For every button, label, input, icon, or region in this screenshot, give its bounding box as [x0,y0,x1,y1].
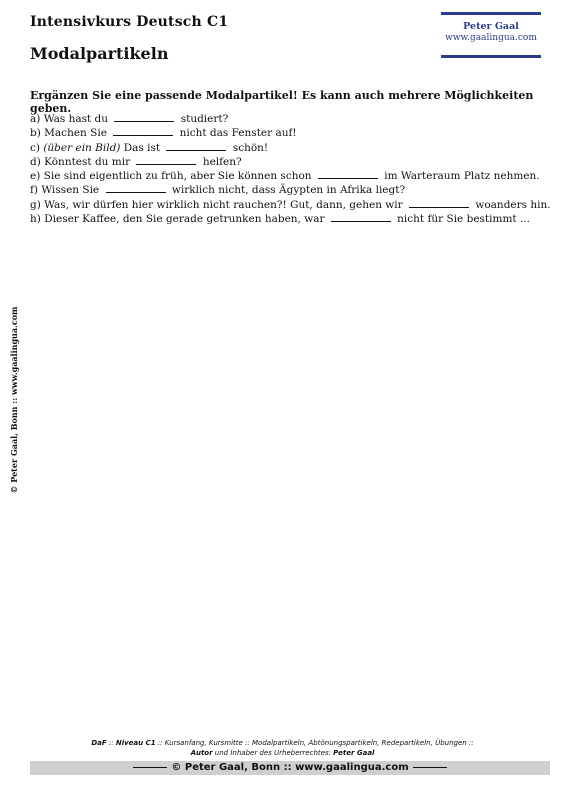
side-copyright: © Peter Gaal, Bonn :: www.gaalingua.com [9,306,19,494]
brand-name: Peter Gaal [463,21,519,32]
footer-autor: Autor [190,749,213,757]
exercise-label: f) [30,184,38,197]
exercise-text-after: woanders hin. [475,198,551,211]
exercise-text-before: Wissen Sie [41,184,100,197]
course-title: Intensivkurs Deutsch C1 [30,14,229,30]
exercise-text-after: nicht für Sie bestimmt ... [397,213,530,226]
exercise-label: e) [30,170,41,183]
answer-blank [166,141,226,151]
exercise-text-before: Was, wir dürfen hier wirklich nicht rauchen?! Gut, dann, gehen wir [44,198,403,211]
exercise-item [30,126,550,140]
exercise-item [30,183,550,197]
exercise-label: b) [30,127,41,140]
exercise-text-after: schön! [232,141,269,154]
exercise-list [30,112,550,226]
exercise-context: (über ein Bild) [43,141,121,154]
answer-blank [114,112,174,122]
brand-box [441,12,541,58]
exercise-text-before: Könntest du mir [44,155,131,168]
exercise-item [30,169,550,183]
exercise-text-after: helfen? [202,155,242,168]
exercise-text-before: Dieser Kaffee, den Sie gerade getrunken haben, war [44,213,325,226]
footer-dash-right [413,767,447,768]
exercise-item [30,141,550,155]
footer-daf: DaF [91,739,107,747]
brand-url: www.gaalingua.com [445,33,537,43]
footer-niveau: Niveau C1 [115,739,156,747]
topic-title: Modalpartikeln [30,44,169,63]
answer-blank [331,212,391,222]
footer-rights: und Inhaber des Urheberrechtes: [212,749,334,757]
footer-bar [30,761,550,775]
footer-author-name: Peter Gaal [333,749,375,757]
footer-dash-left [133,767,167,768]
exercise-text-before: Sie sind eigentlich zu früh, aber Sie können schon [43,170,312,183]
answer-blank [106,183,166,193]
exercise-label: h) [30,213,41,226]
exercise-item [30,198,550,212]
exercise-label: d) [30,155,41,168]
footer-meta-line2 [30,748,535,758]
exercise-text-after: wirklich nicht, dass Ägypten in Afrika liegt? [171,184,406,197]
exercise-text-before: Was hast du [43,113,109,125]
exercise-item [30,112,550,126]
answer-blank [409,198,469,208]
exercise-text-after: im Warteraum Platz nehmen. [384,170,540,183]
footer-sep: :: [106,739,116,747]
footer-meta-line1 [30,738,535,748]
footer-bar-text: © Peter Gaal, Bonn :: www.gaalingua.com [171,762,409,773]
answer-blank [136,155,196,165]
exercise-text-after: nicht das Fenster auf! [179,127,297,140]
exercise-label: a) [30,113,41,125]
exercise-item [30,155,550,169]
answer-blank [113,126,173,136]
footer-topics: :: Kursanfang, Kursmitte :: Modalpartikeln, Abtönungspartikeln, Redepartikeln, Übungen :: [155,739,474,747]
exercise-text-before: Das ist [123,141,161,154]
exercise-label: c) [30,141,40,154]
exercise-text-before: Machen Sie [44,127,107,140]
instruction: Ergänzen Sie eine passende Modalpartikel! Es kann auch mehrere Möglichkeiten geben. [30,89,534,115]
exercise-item [30,212,550,226]
answer-blank [318,169,378,179]
footer-meta [30,738,535,758]
exercise-label: g) [30,198,41,211]
exercise-text-after: studiert? [180,113,229,125]
